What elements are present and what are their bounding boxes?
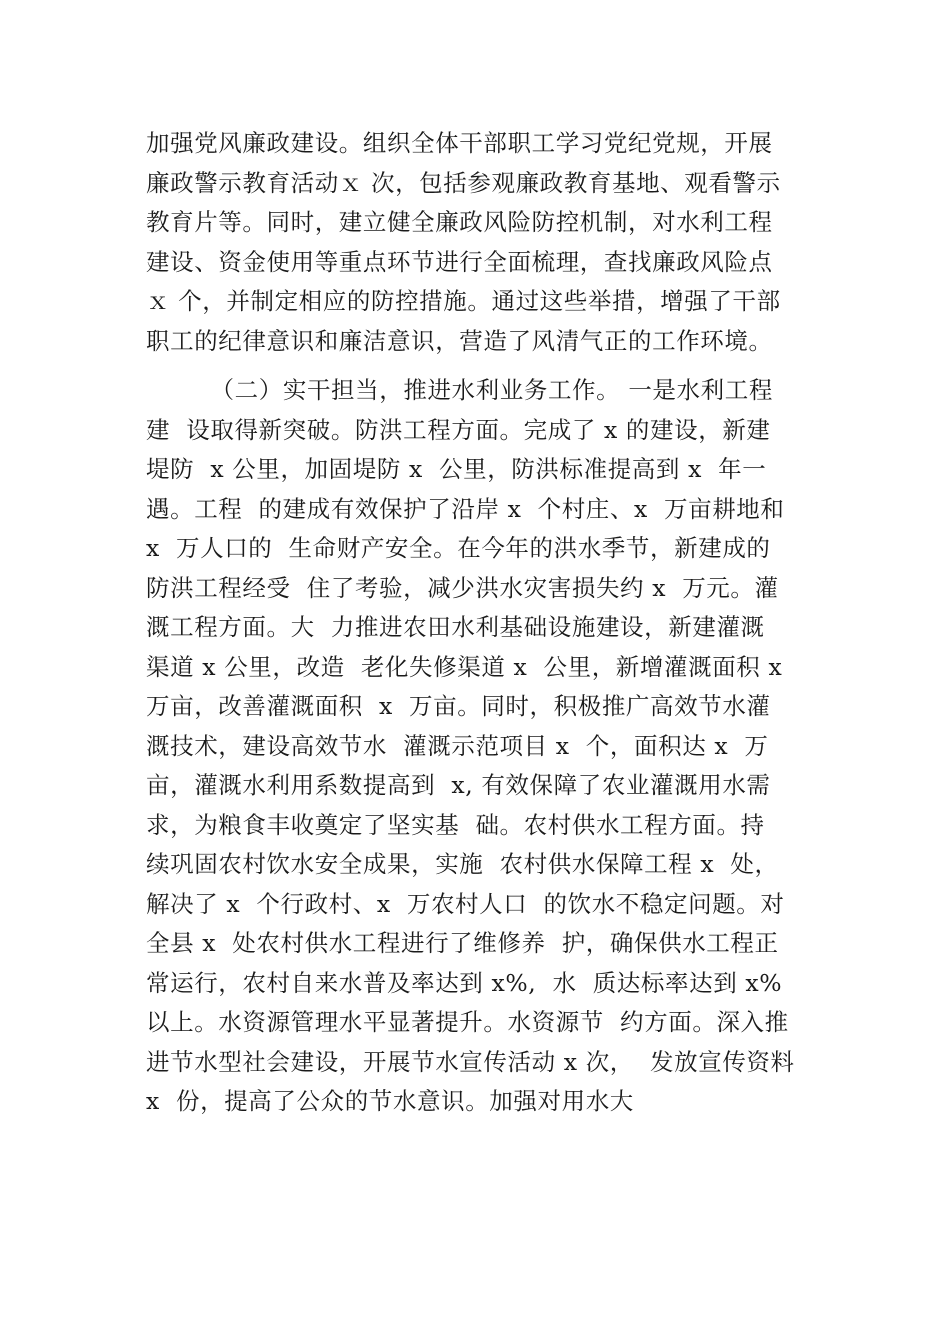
text-line: 堤防 x 公里，加固堤防 x 公里，防洪标准提高到 x 年一 [146,455,767,483]
text-line: 建 设取得新突破。防洪工程方面。完成了 x 的建设，新建 [146,415,771,444]
text-line: x 万人口的 生命财产安全。在今年的洪水季节，新建成的 [146,534,771,562]
text-line: 职工的纪律意识和廉洁意识，营造了风清气正的工作环境。 [146,326,773,355]
text-line: 加强党风廉政建设。组织全体干部职工学习党纪党规，开展 [146,129,773,157]
text-line: 教育片等。同时，建立健全廉政风险防控机制，对水利工程 [146,208,773,236]
text-line: 溉工程方面。大 力推进农田水利基础设施建设，新建灌溉 [146,613,765,641]
text-line: 建设、资金使用等重点环节进行全面梳理，查找廉政风险点 [146,247,773,276]
paragraph-party-conduct [146,124,816,361]
section-heading-line: （二）实干担当，推进水利业务工作。 一是水利工程 [146,376,773,404]
text-line: 续巩固农村饮水安全成果，实施 农村供水保障工程 x 处， [146,850,779,878]
text-line: 渠道 x 公里，改造 老化失修渠道 x 公里，新增灌溉面积 x [146,652,783,681]
paragraph-water-conservancy [146,371,816,1122]
text-line: 进节水型社会建设，开展节水宣传活动 x 次， 发放宣传资料 [146,1047,795,1076]
text-line: 全县 x 处农村供水工程进行了维修养 护，确保供水工程正 [146,929,779,957]
text-line: 以上。水资源管理水平显著提升。水资源节 约方面。深入推 [146,1008,789,1036]
text-line: 求，为粮食丰收奠定了坚实基 础。农村供水工程方面。持 [146,810,765,839]
text-line: 万亩，改善灌溉面积 x 万亩。同时，积极推广高效节水灌 [146,692,771,720]
text-line: ｘ 个，并制定相应的防控措施。通过这些举措，增强了干部 [146,287,781,315]
text-line: 解决了 x 个行政村、x 万农村人口 的饮水不稳定问题。对 [146,889,785,918]
text-line: 廉政警示教育活动ｘ 次，包括参观廉政教育基地、观看警示 [146,168,781,197]
text-line: 常运行，农村自来水普及率达到 x%, 水 质达标率达到 x% [146,968,783,997]
text-line: 亩，灌溉水利用系数提高到 x, 有效保障了农业灌溉用水需 [146,771,771,799]
text-line: 防洪工程经受 住了考验，减少洪水灾害损失约 x 万元。灌 [146,573,779,602]
text-line: 遇。工程 的建成有效保护了沿岸 x 个村庄、x 万亩耕地和 [146,494,785,523]
text-line: 溉技术，建设高效节水 灌溉示范项目 x 个，面积达 x 万 [146,731,769,760]
text-line: x 份，提高了公众的节水意识。加强对用水大 [146,1087,634,1115]
